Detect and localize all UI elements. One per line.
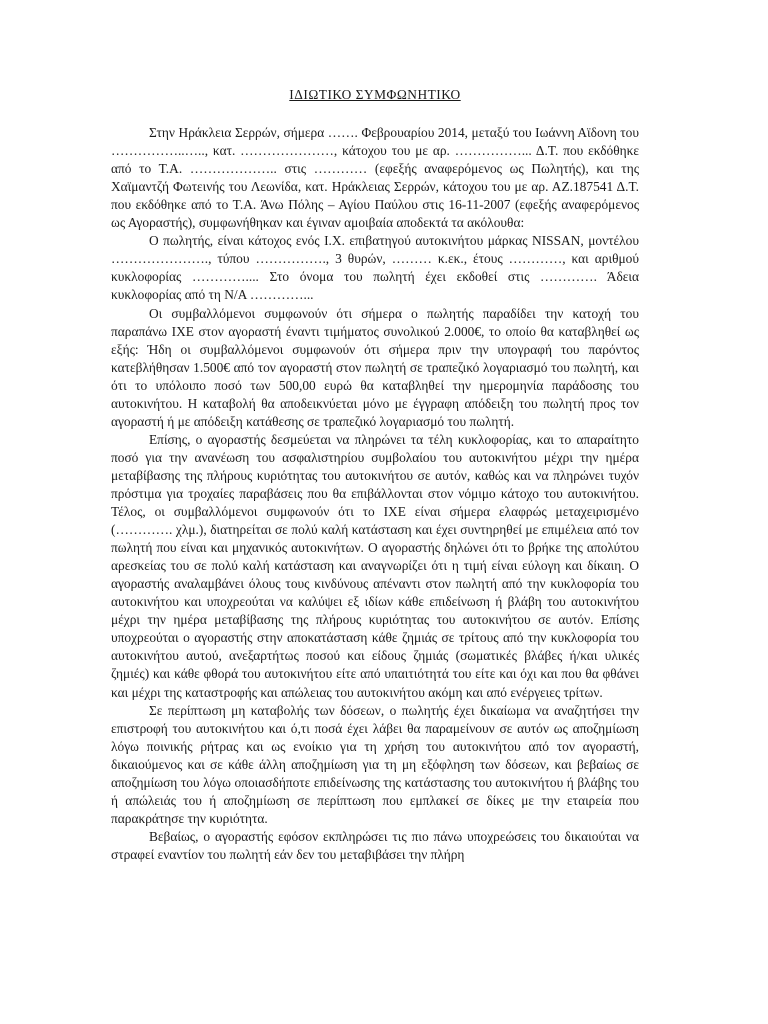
document-title: ΙΔΙΩΤΙΚΟ ΣΥΜΦΩΝΗΤΙΚΟ xyxy=(289,87,461,102)
paragraph-obligations: Επίσης, ο αγοραστής δεσμεύεται να πληρώνει τα τέλη κυκλοφορίας, και το απαραίτητο ποσό για την ανανέωση του ασφαλιστηρίου συμβολαίου του αυτοκινήτου μέχρι την ημέρα μεταβίβασης της πλήρους κυριότητας του αυτοκινήτου σε αυτόν, καθώς και να πληρώνει τυχόν πρόστιμα για τροχαίες παραβάσεις που θα επιβάλλονται στον νόμιμο κάτοχο του αυτοκινήτου. Τέλος, οι συμβαλλόμενοι συμφωνούν ότι το ΙΧΕ είναι σήμερα ελαφρώς μεταχειρισμένο (…………. χλμ.), διατηρείται σε πολύ καλή κατάσταση και έχει συντηρηθεί με επιμέλεια από τον πωλητή που είναι και μηχανικός αυτοκινήτων. Ο αγοραστής δηλώνει ότι το βρήκε της απολύτου αρεσκείας του σε πολύ καλή κατάσταση και αναγνωρίζει ότι η τιμή είναι εύλογη και δίκαιη. Ο αγοραστής αναλαμβάνει όλους τους κινδύνους απέναντι στον πωλητή από την κυκλοφορία του αυτοκινήτου και υποχρεούται να καλύψει εξ ιδίων κάθε επιδείνωση ή βλάβη του αυτοκινήτου μέχρι την ημέρα μεταβίβασης της πλήρους κυριότητας του αυτοκινήτου σε αυτόν. Επίσης υποχρεούται ο αγοραστής στην αποκατάσταση κάθε ζημιάς σε τρίτους από την κυκλοφορία του αυτοκινήτου αυτού, ανεξαρτήτως ποσού και είδους ζημιάς (σωματικές βλάβες ή/και υλικές ζημιές) και κάθε φθορά του αυτοκινήτου είτε από υπαιτιότητά του είτε και όχι και που θα φθάνει και μέχρι της καταστροφής και απώλειας του αυτοκινήτου ακόμη και από ενέργειες τρίτων. xyxy=(111,431,639,700)
paragraph-price: Οι συμβαλλόμενοι συμφωνούν ότι σήμερα ο πωλητής παραδίδει την κατοχή του παραπάνω ΙΧΕ στον αγοραστή έναντι τιμήματος συνολικού 2.000€, το οποίο θα καταβληθεί ως εξής: Ήδη οι συμβαλλόμενοι συμφωνούν ότι σήμερα πριν την υπογραφή του παρόντος κατεβλήθησαν 1.500€ από τον αγοραστή στον πωλητή σε τραπεζικό λογαριασμό του πωλητή, και ότι το υπόλοιπο ποσό των 500,00 ευρώ θα καταβληθεί την ημερομηνία παράδοσης του αυτοκινήτου. Η καταβολή θα αποδεικνύεται μόνο με έγγραφη απόδειξη του πωλητή προς τον αγοραστή ή με απόδειξη κατάθεσης σε τραπεζικό λογαριασμό του πωλητή. xyxy=(111,305,639,429)
paragraph-vehicle: Ο πωλητής, είναι κάτοχος ενός Ι.Χ. επιβατηγού αυτοκινήτου μάρκας NISSAN, μοντέλου …………………., τύπου ……………., 3 θυρών, ……… κ.εκ., έτους …………, και αριθμού κυκλοφορίας ………….... Στο όνομα του πωλητή έχει εκδοθεί στις …………. Άδεια κυκλοφορίας από τη Ν/Α …………... xyxy=(111,233,639,303)
paragraph-transfer: Βεβαίως, ο αγοραστής εφόσον εκπληρώσει τις πιο πάνω υποχρεώσεις του δικαιούται να στραφεί εναντίον του πωλητή εάν δεν του μεταβιβάσει την πλήρη xyxy=(111,828,639,862)
paragraph-default: Σε περίπτωση μη καταβολής των δόσεων, ο πωλητής έχει δικαίωμα να αναζητήσει την επιστροφή του αυτοκινήτου και ό,τι ποσά έχει λάβει θα παραμείνουν σε αυτόν ως αποζημίωση λόγω ποινικής ρήτρας και ως ενοίκιο για τη χρήση του αυτοκινήτου από τον αγοραστή, δικαιούμενος και σε κάθε άλλη αποζημίωση για τη μη εξόφληση των δόσεων, και βεβαίως σε αποζημίωση του λόγω οποιασδήποτε επιδείνωσης της κατάστασης του αυτοκινήτου ή βλάβης του ή απώλειάς του ή αποζημίωση σε περίπτωση που εμπλακεί σε δίκες με την εταιρεία που παρακράτησε την κυριότητα. xyxy=(111,702,639,826)
document-page xyxy=(111,86,639,864)
paragraph-parties: Στην Ηράκλεια Σερρών, σήμερα ……. Φεβρουαρίου 2014, μεταξύ του Ιωάννη Αϊδονη του ……………..….., κατ. …………………, κάτοχου του με αρ. ……………... Δ.Τ. που εκδόθηκε από το Τ.Α. ……………….. στις ………… (εφεξής αναφερόμενος ως Πωλητής), και της Χαϊμαντζή Φωτεινής του Λεωνίδα, κατ. Ηράκλειας Σερρών, κάτοχου του με αρ. ΑΖ.187541 Δ.Τ. που εκδόθηκε από το Τ.Α. Άνω Πόλης – Αγίου Παύλου στις 16-11-2007 (εφεξής αναφερόμενος ως Αγοραστής), συμφωνήθηκαν και έγιναν αμοιβαία αποδεκτά τα ακόλουθα: xyxy=(111,125,639,231)
